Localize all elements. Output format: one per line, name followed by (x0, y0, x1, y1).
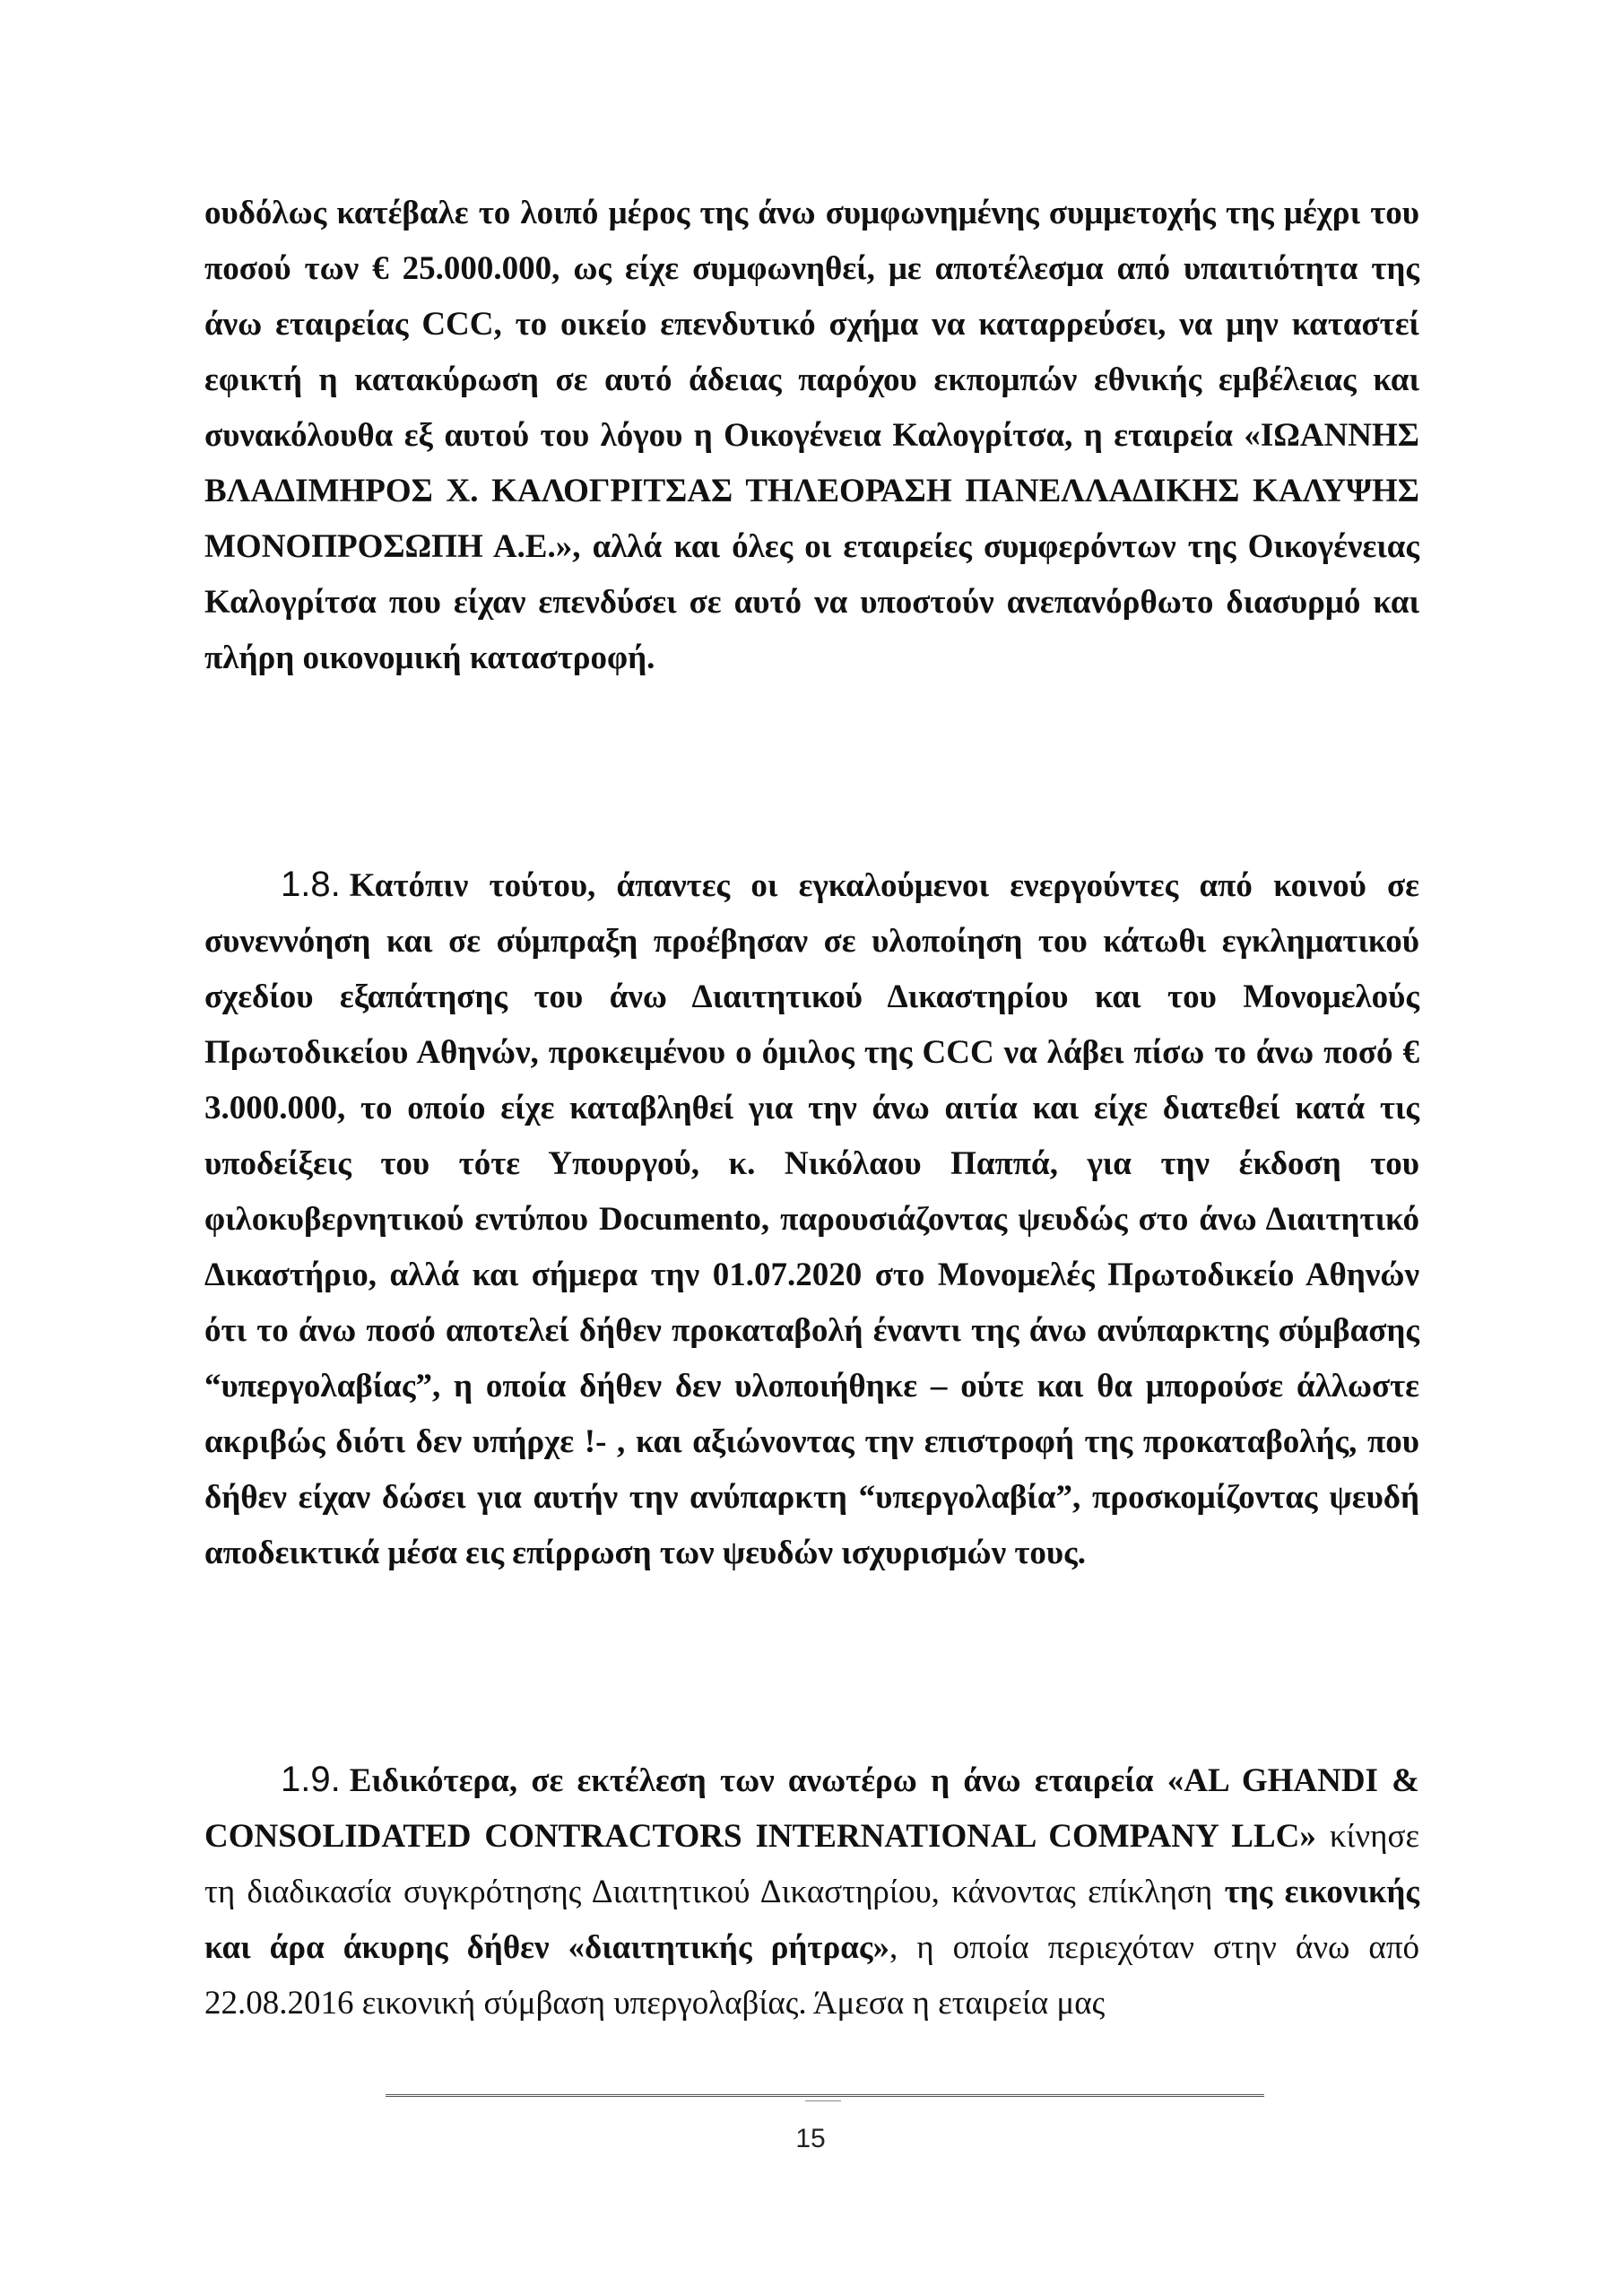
paragraph-number: 1.9. (281, 1760, 341, 1799)
paragraph-text: ουδόλως κατέβαλε το λοιπό μέρος της άνω συμφωνημένης συμμετοχής της μέχρι του ποσού των € 25.000.000, ως είχε συμφωνηθεί, με αποτέλεσμα από υπαιτιότητα της άνω εταιρείας CCC, το οικείο επενδυτικό σχήμα να καταρρεύσει, να μην καταστεί εφικτή η κατακύρωση σε αυτό άδειας παρόχου εκπομπών εθνικής εμβέλειας και συνακόλουθα εξ αυτού του λόγου η Οικογένεια Καλογρίτσα, η εταιρεία «ΙΩΑΝΝΗΣ ΒΛΑΔΙΜΗΡΟΣ Χ. ΚΑΛΟΓΡΙΤΣΑΣ ΤΗΛΕΟΡΑΣΗ ΠΑΝΕΛΛΑΔΙΚΗΣ ΚΑΛΥΨΗΣ ΜΟΝΟΠΡΟΣΩΠΗ Α.Ε.», αλλά και όλες οι εταιρείες συμφερόντων της Οικογένειας Καλογρίτσα που είχαν επενδύσει σε αυτό να υποστούν ανεπανόρθωτο διασυρμό και πλήρη οικονομική καταστροφή. (204, 195, 1419, 676)
paragraph-text: Κατόπιν τούτου, άπαντες οι εγκαλούμενοι ενεργούντες από κοινού σε συνεννόηση και σε σύμπραξη προέβησαν σε υλοποίηση του κάτωθι εγκληματικού σχεδίου εξαπάτησης του άνω Διαιτητικού Δικαστηρίου και του Μονομελούς Πρωτοδικείου Αθηνών, προκειμένου ο όμιλος της CCC να λάβει πίσω το άνω ποσό € 3.000.000, το οποίο είχε καταβληθεί για την άνω αιτία και είχε διατεθεί κατά τις υποδείξεις του τότε Υπουργού, κ. Νικόλαου Παππά, για την έκδοση του φιλοκυβερνητικού εντύπου Documento, παρουσιάζοντας ψευδώς στο άνω Διαιτητικό Δικαστήριο, αλλά και σήμερα την 01.07.2020 στο Μονομελές Πρωτοδικείο Αθηνών ότι το άνω ποσό αποτελεί δήθεν προκαταβολή έναντι της άνω ανύπαρκτης σύμβασης “υπεργολαβίας”, η οποία δήθεν δεν υλοποιήθηκε – ούτε και θα μπορούσε άλλωστε ακριβώς διότι δεν υπήρχε !- , και αξιώνοντας την επιστροφή της προκαταβολής, που δήθεν είχαν δώσει για αυτήν την ανύπαρκτη “υπεργολαβία”, προσκομίζοντας ψευδή αποδεικτικά μέσα εις επίρρωση των ψευδών ισχυρισμών τους. (204, 867, 1419, 1571)
page-number: 15 (795, 2124, 826, 2153)
paragraph-text: , η οποία περιεχόταν στην άνω από 22.08.2016 εικονική σύμβαση υπεργολαβίας. Άμεσα η εταιρεία μας (204, 1929, 1419, 2022)
footer-divider (386, 2094, 1264, 2097)
paragraph-continuation (204, 186, 1419, 686)
paragraph-1-8 (204, 857, 1419, 1581)
paragraph-number: 1.8. (281, 865, 341, 904)
paragraph-text-bold: της εικονικής και άρα άκυρης δήθεν «διαιτητικής ρήτρας» (204, 1874, 1419, 1966)
paragraph-text-bold: Ειδικότερα, σε εκτέλεση των ανωτέρω η άνω εταιρεία «AL GHANDI & CONSOLIDATED CONTRACTORS INTERNATIONAL COMPANY LLC» (204, 1762, 1419, 1855)
footer-divider-tick (805, 2100, 841, 2101)
paragraph-1-9 (204, 1752, 1419, 2031)
paragraph-text: κίνησε τη διαδικασία συγκρότησης Διαιτητικού Δικαστηρίου, κάνοντας επίκληση (204, 1818, 1419, 1910)
